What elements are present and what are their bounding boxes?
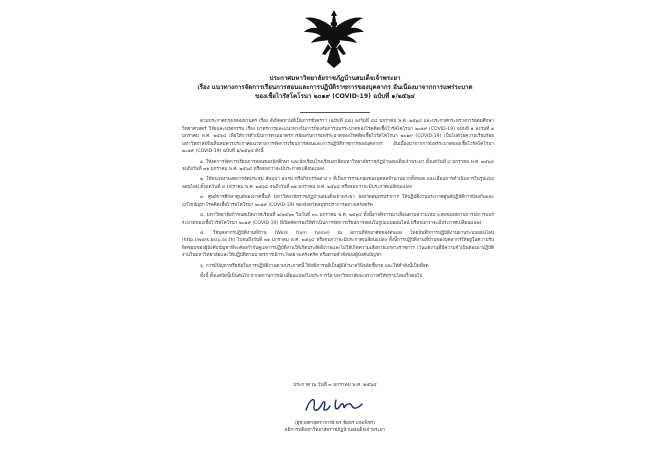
paragraph-item-3: ๓. ศูนย์การศึกษาศูนย์ของภาคพื้นที่ มหาวิทยาลัยราชภัฏบ้านสมเด็จเจ้าพระยา จังหวัดสมุทรปราการ ให้ปฏิบัติงานประกาศศูนย์ปฏิบัติการป้องกันและแก้ไขปัญหาโรคติดเชื้อไวรัสโคโรนา ๒๐๑๙ (COVID-19) ของจังหวัดสมุทรปราการอย่างเคร่งครัด (182, 195, 494, 208)
heading-line-1: ประกาศมหาวิทยาลัยราชภัฏบ้านสมเด็จเจ้าพระยา (269, 75, 401, 82)
document-heading (120, 74, 550, 101)
paragraph-item-2: ๒. ให้หน่วยงานงดการจัดประชุม สัมมนา อบรม หรือกิจกรรมต่าง ๆ ที่เป็นการรวมกลุ่มของบุคคลจำนวนมากทั้งหมด และเลื่อนการดำเนินการในรูปแบบออนไลน์ ตั้งแต่วันที่ ๔ มกราคม พ.ศ. ๒๕๖๔ จนถึงวันที่ ๓๑ มกราคม พ.ศ. ๒๕๖๔ หรือจนกว่าจะมีประกาศเปลี่ยนแปลง (182, 177, 494, 190)
closing-paragraph: ทั้งนี้ ตั้งแต่บัดนี้เป็นต้นไป หากสถานการณ์เปลี่ยนแปลงไปประการใด มหาวิทยาลัยจะประกาศให้ทราบโดยเร็วต่อไป (200, 273, 423, 279)
signature-icon (300, 392, 370, 418)
paragraph-item-5: ๕. ให้บุคลากรปฏิบัติงานที่บ้าน (Work from home) ณ สถานที่พักอาศัยของตนเอง โดยบันทึกการปฏิบัติงานผ่านระบบออนไลน์ (http://work.bsru.ac.th) ไปจนถึงวันที่ ๓๑ มกราคม พ.ศ. ๒๕๖๔ หรือจนกว่าจะมีประกาศเปลี่ยนแปลง ทั้งนี้การปฏิบัติงานที่บ้านของบุคลากรให้อยู่ในความรับผิดชอบของผู้บังคับบัญชาที่จะต้องกำกับดูแลการปฏิบัติงานให้เกิดประสิทธิภาพและไม่ให้เกิดความเสียหายแก่ทางราชการ เว้นแต่งานที่มีความจำเป็นต้องมาปฏิบัติงานในมหาวิทยาลัยและให้ปฏิบัติตามมาตรการเฝ้าระวังอย่างเคร่งครัด หรือตามคำสั่งของผู้บังคับบัญชา (182, 230, 494, 259)
signer-title: อธิการบดีมหาวิทยาลัยราชภัฏบ้านสมเด็จเจ้าพระยา (284, 428, 386, 433)
announcement-date: ประกาศ ณ วันที่ ๓ มกราคม พ.ศ. ๒๕๖๔ (293, 383, 377, 388)
heading-divider (300, 112, 370, 113)
document-body (182, 118, 494, 283)
paragraph-item-4: ๔. มหาวิทยาลัยกำหนดเปิดภาคเรียนที่ ๒/๒๕๖๓ ในวันที่ ๓๐ มกราคม พ.ศ. ๒๕๖๔ ทั้งนี้อาจพิจารณาเลื่อนตามความเหมาะสมของสถานการณ์การแพร่ระบาดของเชื้อไวรัสโคโรนา ๒๐๑๙ (COVID-19) ที่เปิดคัดกรองให้ดำเนินการจัดการเรียนการสอนในรูปแบบออนไลน์ หรือจนกว่าจะมีประกาศเปลี่ยนแปลง (182, 212, 494, 226)
paragraph-intro: ตามประกาศกรุงเทพมหานคร เรื่อง สั่งปิดสถานที่เป็นการชั่วคราว (ฉบับที่ ๔๕) ลงวันที่ ๔๔ มกราคม พ.ศ. ๒๕๖๔ และประกาศกระทรวงการอุดมศึกษา วิทยาศาสตร์ วิจัยและนวัตกรรม เรื่อง มาตรการและแนวทางในการป้องกันการแพร่ระบาดของโรคติดเชื้อไวรัสโคโรนา ๒๐๑๙ (COVID-19) ฉบับที่ ๑ ลงวันที่ ๑ มกราคม พ.ศ. ๒๕๖๔ เพื่อให้การดำเนินการตามมาตรการป้องกันการแพร่ระบาดของโรคติดเชื้อไวรัสโคโรนา ๒๐๑๙ (COVID-19) เป็นไปด้วยความเรียบร้อย มหาวิทยาลัยจึงเห็นสมควรประกาศแนวทางการจัดการเรียนการสอนและการปฏิบัติราชการของบุคลากร อันเนื่องมาจากการแพร่ระบาดของเชื้อไวรัสโคโรนา ๒๐๑๙ (COVID-19) ฉบับที่ ๑/๒๕๖๔ ดังนี้ (182, 119, 494, 155)
heading-line-3: ของเชื้อไวรัสโคโรนา ๒๐๑๙ (COVID-19) ฉบับที่ ๑/๒๕๖๔ (255, 93, 415, 100)
paragraph-item-1: ๑. ให้งดการจัดการเรียนการสอนของนักศึกษา และนักเรียนโรงเรียนสาธิตมหาวิทยาลัยราชภัฏบ้านสมเด็จเจ้าพระยา ตั้งแต่วันที่ ๔ มกราคม พ.ศ. ๒๕๖๔ จนถึงวันที่ ๓๑ มกราคม พ.ศ. ๒๕๖๔ หรือจนกว่าจะมีประกาศเปลี่ยนแปลง (182, 159, 494, 173)
signer-name: (ผู้ช่วยศาสตราจารย์ ดร.ชัยพร เกษเพ็ชร) (294, 421, 376, 426)
garuda-emblem-icon (301, 8, 367, 70)
paragraph-item-6: ๖. การมีปัญหาหรือข้อในการปฏิบัติงานตามประกาศนี้ ให้อธิการบดีเป็นผู้มีอำนาจวินิจฉัยชี้ขาด และให้คำสั่งนี้เป็นที่สุด (200, 263, 429, 269)
heading-line-2: เรื่อง แนวทางการจัดการเรียนการสอนและการปฏิบัติราชการของบุคลากร อันเนื่องมาจากการแพร่ระบาด (197, 84, 473, 91)
signer-block (255, 420, 415, 434)
